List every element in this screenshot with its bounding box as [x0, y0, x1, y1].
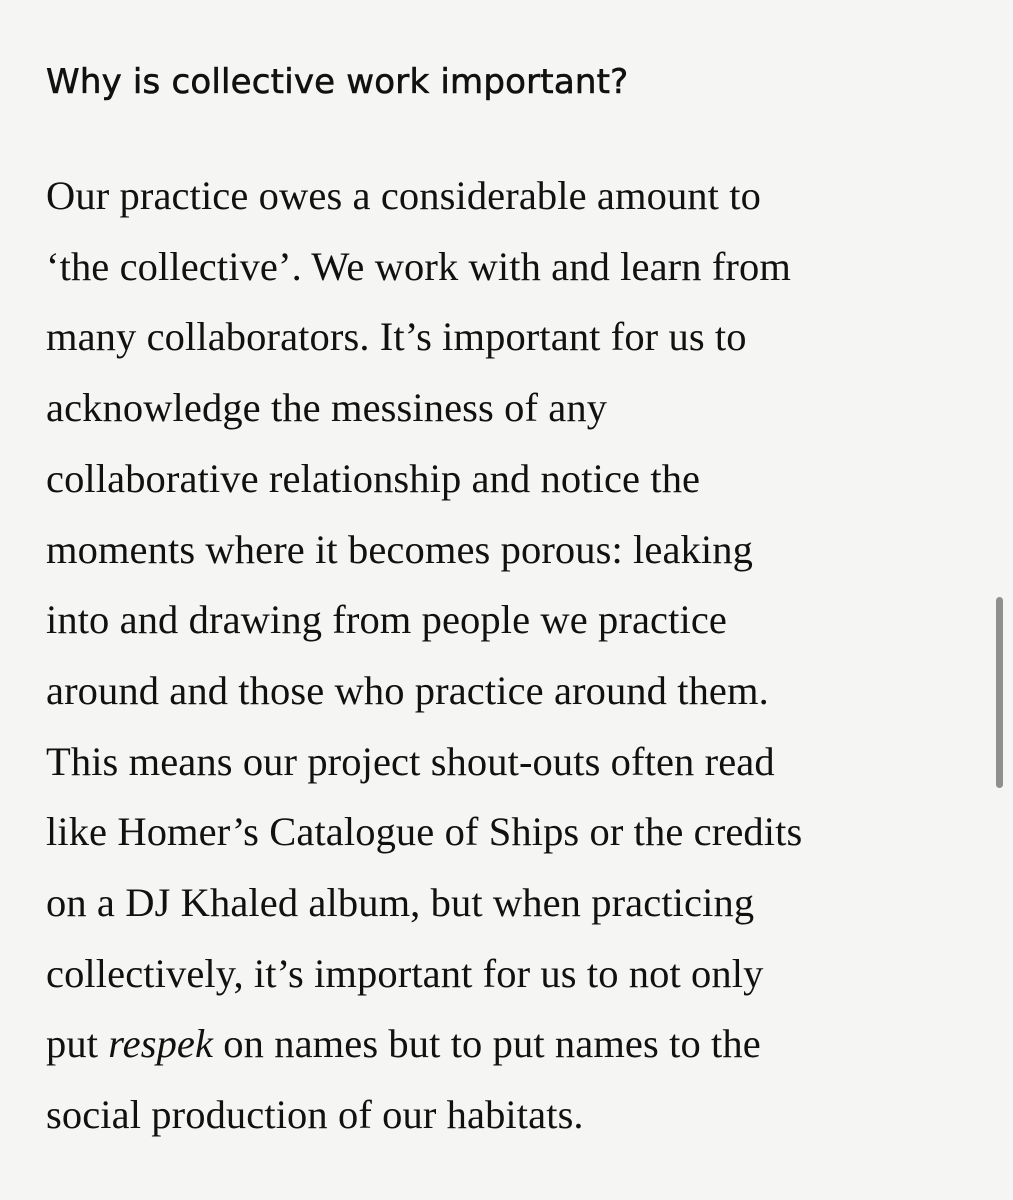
section-heading: Why is collective work important? — [46, 62, 629, 102]
scrollbar-thumb[interactable] — [996, 597, 1003, 788]
paragraph-line: collaborative relationship and notice the — [46, 455, 701, 501]
emphasized-word: respek — [108, 1021, 214, 1067]
line-text-before: put — [46, 1021, 109, 1067]
article — [46, 52, 966, 1151]
paragraph-line — [46, 1009, 966, 1080]
line-text-after: on names but to put names to the — [213, 1021, 761, 1067]
paragraph-line: moments where it becomes porous: leaking — [46, 526, 753, 572]
paragraph-line: like Homer’s Catalogue of Ships or the credits — [46, 809, 803, 855]
paragraph-line: around and those who practice around them. — [46, 667, 769, 713]
paragraph-line: This means our project shout-outs often read — [46, 738, 775, 784]
paragraph-line: on a DJ Khaled album, but when practicing — [46, 880, 755, 926]
paragraph-line: into and drawing from people we practice — [46, 597, 727, 643]
paragraph-line: Our practice owes a considerable amount to — [46, 173, 761, 218]
paragraph-line: acknowledge the messiness of any — [46, 385, 608, 431]
body-paragraph — [46, 161, 966, 1151]
paragraph-line: social production of our habitats. — [46, 1092, 584, 1138]
paragraph-line: collectively, it’s important for us to not only — [46, 950, 764, 996]
paragraph-line: many collaborators. It’s important for us to — [46, 314, 747, 360]
paragraph-line: ‘the collective’. We work with and learn from — [46, 243, 791, 289]
